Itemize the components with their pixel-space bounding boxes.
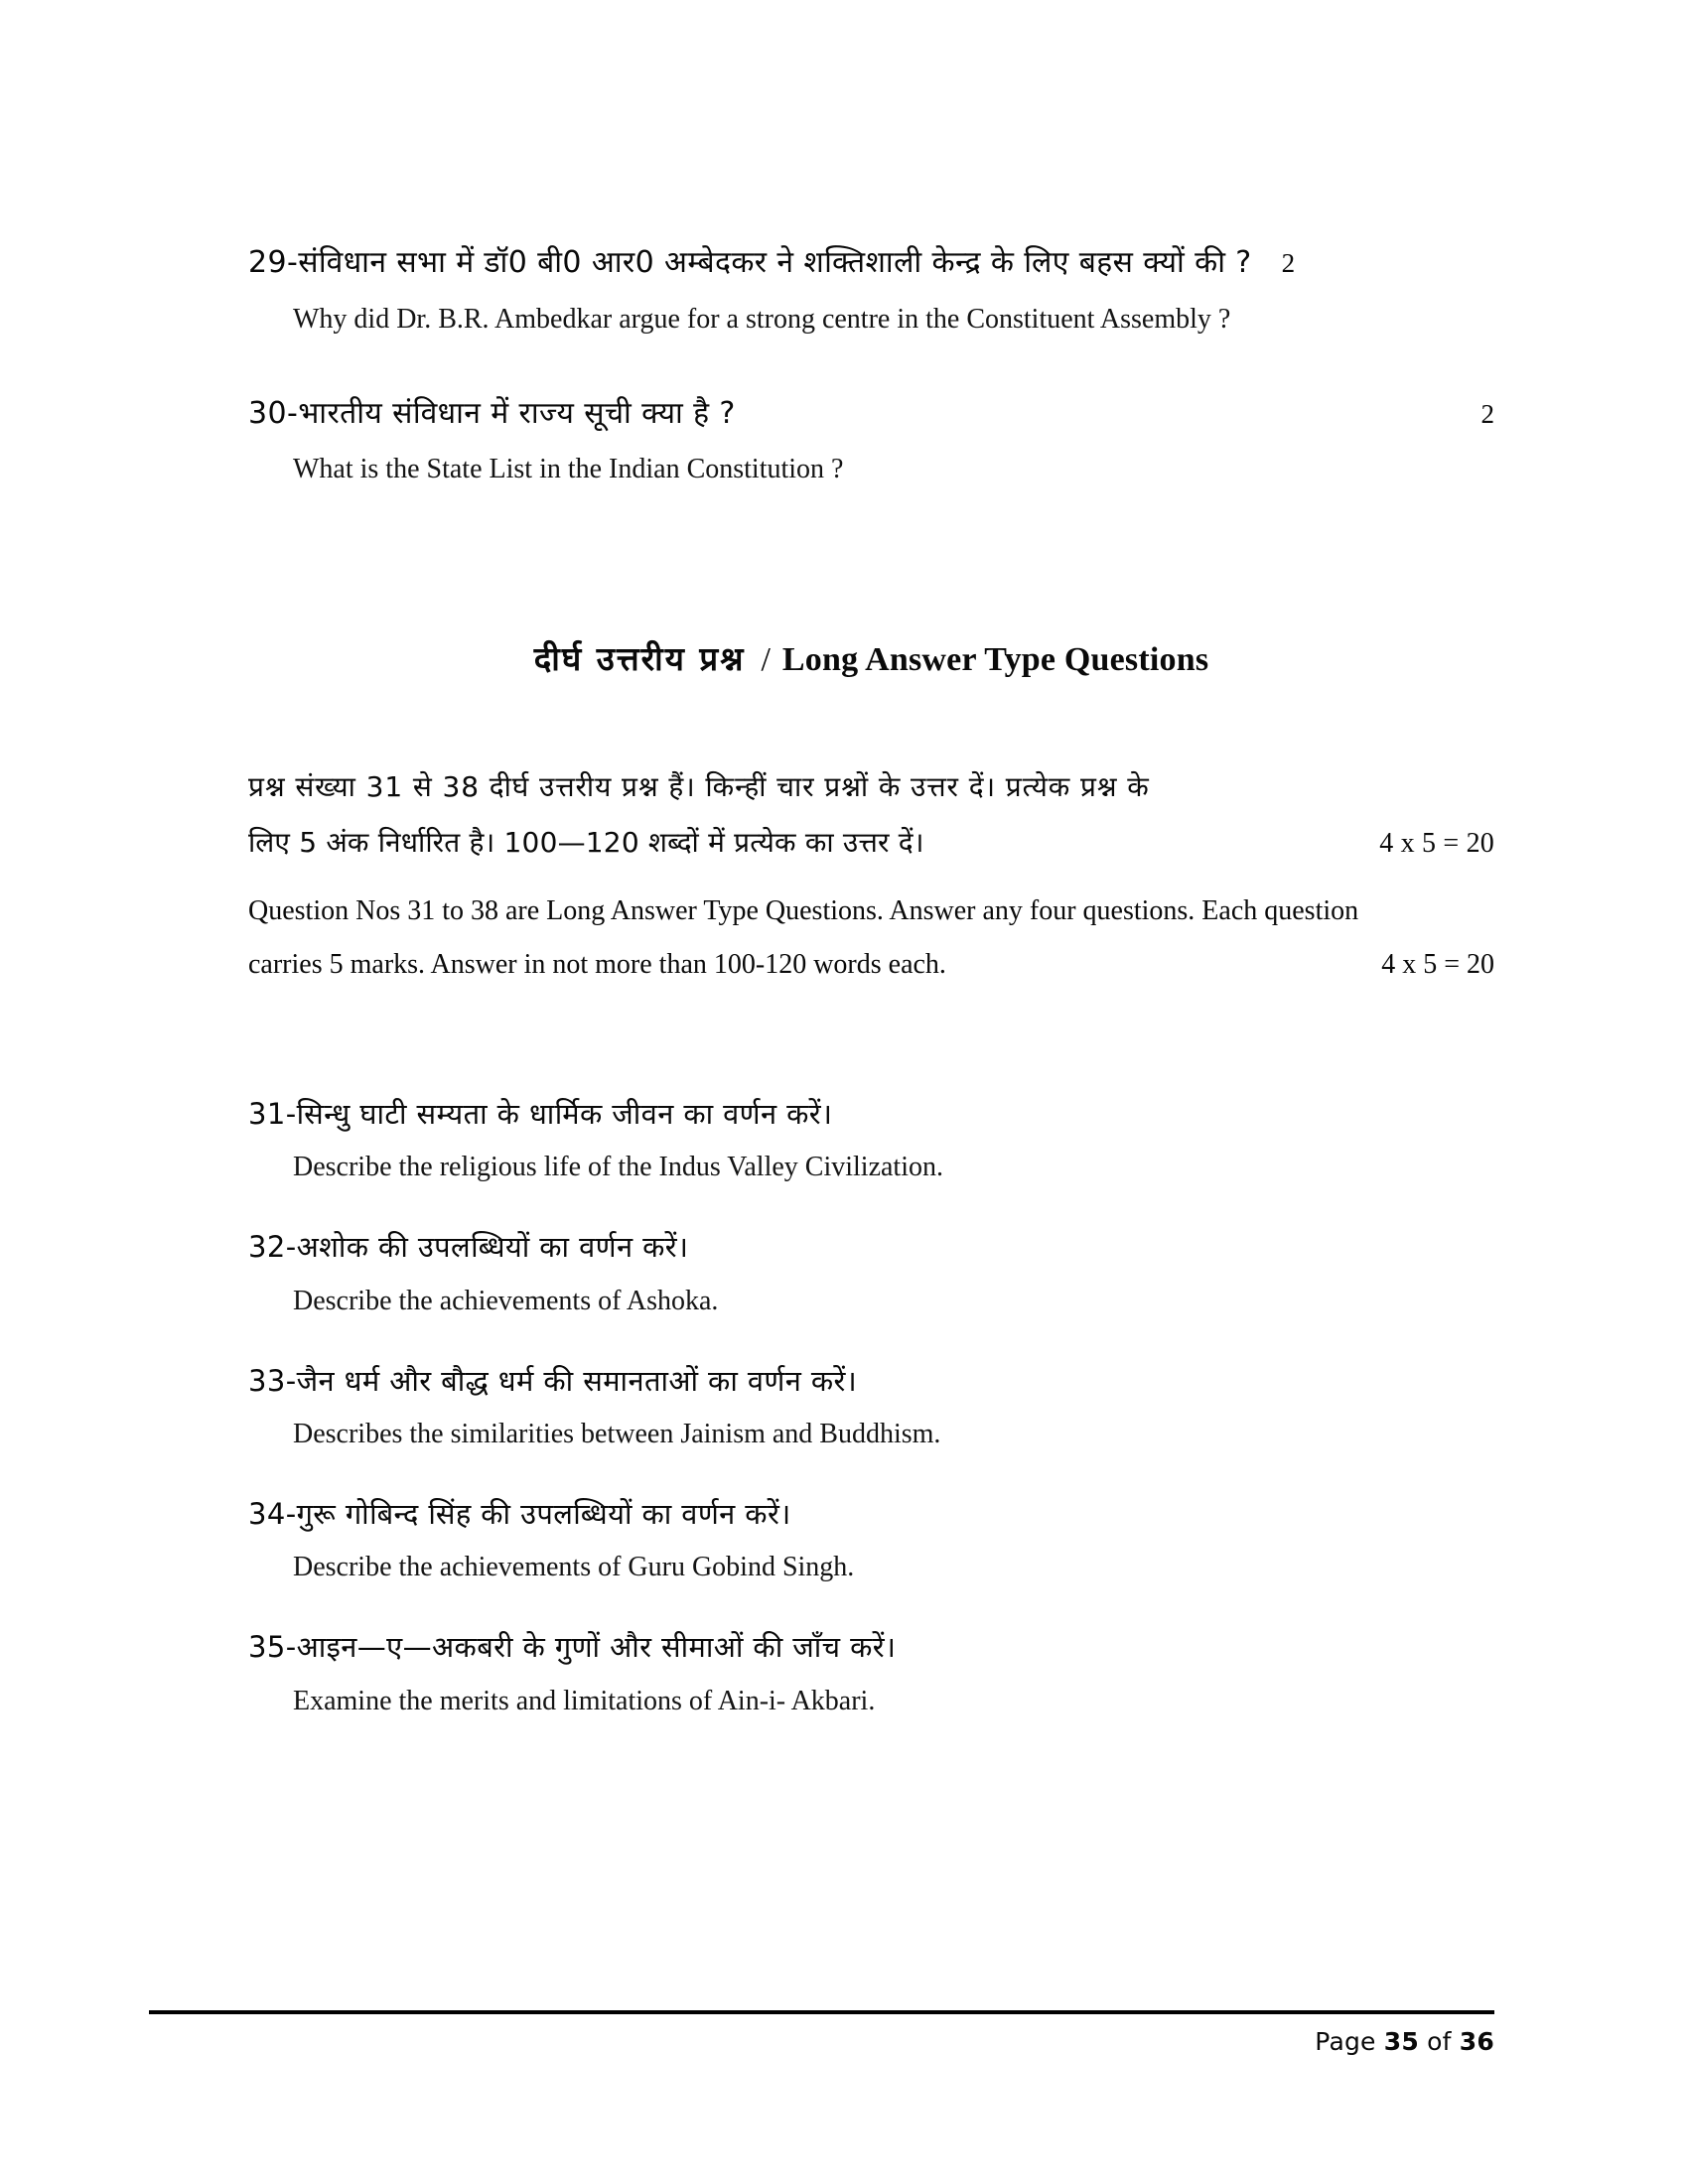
question-30-hindi-row xyxy=(248,394,1494,435)
footer-current-page: 35 xyxy=(1383,2027,1419,2056)
question-29-hindi-text: 29-संविधान सभा में डॉ0 बी0 आर0 अम्बेदकर ने शक्तिशाली केन्द्र के लिए बहस क्यों की ? xyxy=(248,245,1252,280)
question-30-marks: 2 xyxy=(1480,398,1494,429)
question-block-31 xyxy=(248,1095,1494,1186)
instructions-hindi-line-2: लिए 5 अंक निर्धारित है। 100—120 शब्दों में प्रत्येक का उत्तर दें। xyxy=(248,825,924,859)
question-33-english-text: Describes the similarities between Jainism and Buddhism. xyxy=(293,1418,941,1449)
question-block-33 xyxy=(248,1362,1494,1453)
question-35-english-text: Examine the merits and limitations of Ain-i- Akbari. xyxy=(293,1685,876,1716)
instructions-block xyxy=(248,765,1494,986)
page-number-label xyxy=(149,2027,1494,2056)
page-content xyxy=(248,0,1494,1762)
long-answer-questions-list xyxy=(248,1095,1494,1720)
question-32-english-text: Describe the achievements of Ashoka. xyxy=(293,1285,719,1316)
instructions-english-line-2: carries 5 marks. Answer in not more than 100-120 words each. xyxy=(248,949,946,981)
question-29-marks: 2 xyxy=(1281,248,1296,278)
instructions-english-line-2-row xyxy=(248,944,1494,986)
question-block-30 xyxy=(248,394,1494,489)
footer-total-pages: 36 xyxy=(1459,2027,1494,2056)
instructions-hindi-line-2-row xyxy=(248,821,1494,865)
footer-of-word: of xyxy=(1427,2027,1452,2056)
instructions-hindi-line-1: प्रश्न संख्या 31 से 38 दीर्घ उत्तरीय प्रश्न हैं। किन्हीं चार प्रश्नों के उत्तर दें। प्रत्येक प्रश्न के xyxy=(248,770,1150,804)
question-35-hindi-text: 35-आइन—ए—अकबरी के गुणों और सीमाओं की जाँच करें। xyxy=(248,1630,897,1665)
question-34-english-text: Describe the achievements of Guru Gobind Singh. xyxy=(293,1552,855,1583)
footer-divider xyxy=(149,2010,1494,2014)
instructions-english-line-1-row xyxy=(248,890,1494,932)
question-block-29 xyxy=(248,243,1494,339)
instructions-hindi-line-1-row xyxy=(248,765,1494,808)
instructions-english-marks: 4 x 5 = 20 xyxy=(1381,949,1494,981)
question-31-hindi-text: 31-सिन्धु घाटी सम्यता के धार्मिक जीवन का वर्णन करें। xyxy=(248,1097,833,1132)
question-block-34 xyxy=(248,1495,1494,1586)
section-heading xyxy=(248,635,1494,680)
question-block-35 xyxy=(248,1628,1494,1719)
question-32-hindi-text: 32-अशोक की उपलब्धियों का वर्णन करें। xyxy=(248,1230,689,1265)
question-29-hindi-row xyxy=(248,243,1494,284)
question-30-hindi-text: 30-भारतीय संविधान में राज्य सूची क्या है ? xyxy=(248,395,736,431)
question-29-english-text: Why did Dr. B.R. Ambedkar argue for a strong centre in the Constituent Assembly ? xyxy=(293,303,1231,335)
page-footer xyxy=(149,2010,1494,2056)
instructions-hindi-marks: 4 x 5 = 20 xyxy=(1379,827,1494,859)
instructions-english-line-1: Question Nos 31 to 38 are Long Answer Type Questions. Answer any four questions. Each question xyxy=(248,895,1359,927)
section-heading-hindi: दीर्घ उत्तरीय प्रश्न xyxy=(533,639,746,679)
question-34-hindi-text: 34-गुरू गोबिन्द सिंह की उपलब्धियों का वर्णन करें। xyxy=(248,1497,791,1532)
question-30-english-text: What is the State List in the Indian Constitution ? xyxy=(293,454,844,485)
question-33-hindi-text: 33-जैन धर्म और बौद्ध धर्म की समानताओं का वर्णन करें। xyxy=(248,1363,858,1398)
question-31-english-text: Describe the religious life of the Indus Valley Civilization. xyxy=(293,1152,943,1183)
footer-page-word: Page xyxy=(1315,2027,1376,2056)
section-heading-english: Long Answer Type Questions xyxy=(781,641,1209,679)
question-block-32 xyxy=(248,1228,1494,1319)
section-heading-separator: / xyxy=(761,641,771,679)
